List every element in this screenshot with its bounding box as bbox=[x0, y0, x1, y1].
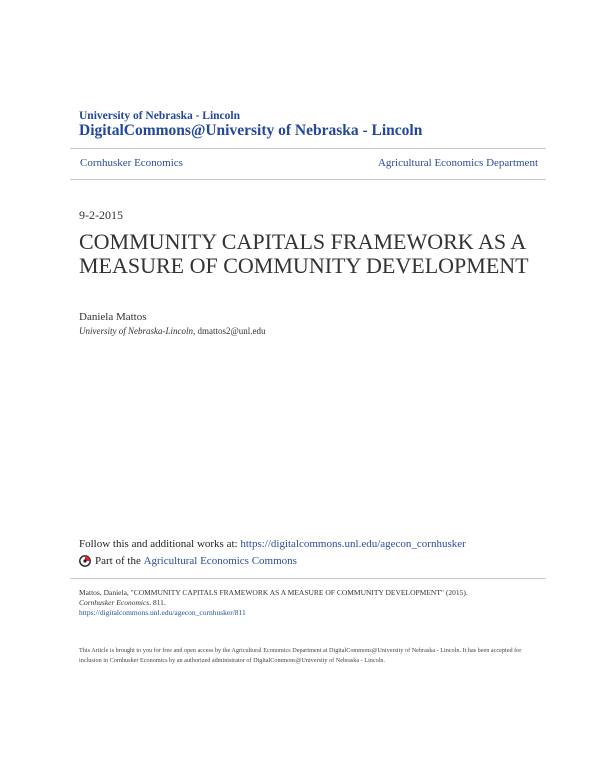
citation-journal: Cornhusker Economics bbox=[79, 598, 150, 607]
citation-block bbox=[79, 588, 539, 618]
partof-label: Part of the bbox=[95, 555, 141, 567]
article-title: COMMUNITY CAPITALS FRAMEWORK AS A MEASURE OF COMMUNITY DEVELOPMENT bbox=[79, 229, 529, 278]
department-link[interactable]: Agricultural Economics Department bbox=[377, 157, 538, 169]
institution-name[interactable]: University of Nebraska - Lincoln bbox=[79, 110, 240, 122]
citation-url-link[interactable]: https://digitalcommons.unl.edu/agecon_cornhusker/811 bbox=[79, 608, 246, 617]
follow-label: Follow this and additional works at: bbox=[79, 538, 241, 550]
follow-line bbox=[79, 538, 466, 550]
author-name: Daniela Mattos bbox=[79, 311, 147, 323]
follow-url-link[interactable]: https://digitalcommons.unl.edu/agecon_cornhusker bbox=[240, 538, 466, 550]
divider-citation bbox=[70, 578, 546, 579]
divider-nav bbox=[70, 179, 546, 180]
affiliation-org: University of Nebraska-Lincoln bbox=[79, 326, 193, 336]
access-notice: This Article is brought to you for free and open access by the Agricultural Economics Department at DigitalCommons@University of Nebraska - Lincoln. It has been accepted for inclusion in Cornhusker Economics by an authorized administrator of DigitalCommons@University of Nebraska - Lincoln. bbox=[79, 647, 522, 664]
divider-top bbox=[70, 148, 546, 149]
creative-commons-network-icon bbox=[79, 555, 91, 567]
citation-journal-suffix: . 811. bbox=[149, 598, 166, 607]
affiliation-email: , dmattos2@unl.edu bbox=[193, 326, 266, 336]
citation-line1: Mattos, Daniela, "COMMUNITY CAPITALS FRAMEWORK AS A MEASURE OF COMMUNITY DEVELOPMENT" (2015). bbox=[79, 588, 468, 597]
author-affiliation bbox=[79, 326, 266, 336]
repository-name[interactable]: DigitalCommons@University of Nebraska - Lincoln bbox=[79, 122, 423, 139]
partof-line bbox=[79, 555, 297, 567]
publication-date: 9-2-2015 bbox=[79, 208, 123, 222]
series-link[interactable]: Cornhusker Economics bbox=[80, 157, 183, 169]
commons-link[interactable]: Agricultural Economics Commons bbox=[143, 555, 297, 567]
citation-journal-line bbox=[79, 598, 539, 608]
